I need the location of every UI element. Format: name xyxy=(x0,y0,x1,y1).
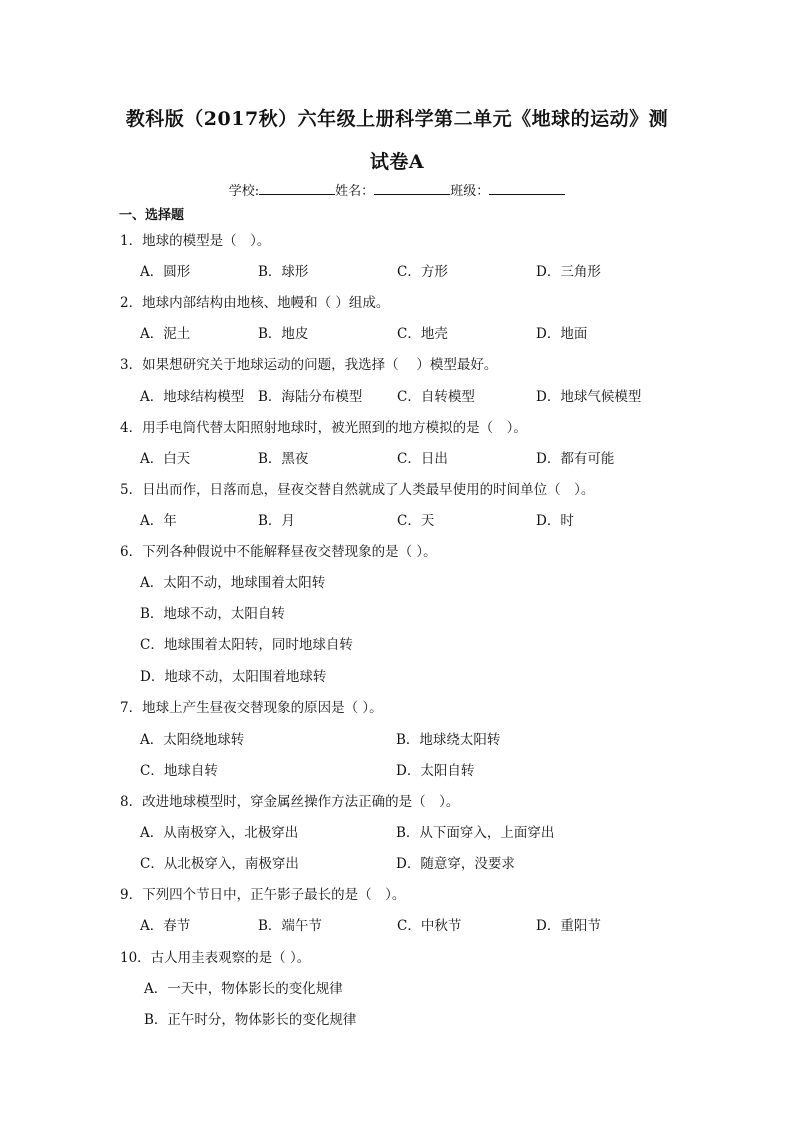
q7-option-b: B．地球绕太阳转 xyxy=(396,732,501,748)
q8-option-d: D．随意穿，没要求 xyxy=(396,856,515,872)
q7-option-c: C．地球自转 xyxy=(140,763,218,779)
class-blank[interactable] xyxy=(489,182,565,195)
question-6: 6．下列各种假说中不能解释昼夜交替现象的是（ ）。 xyxy=(120,544,437,560)
q5-option-d: D．时 xyxy=(536,513,574,529)
q2-option-b: B．地皮 xyxy=(258,326,309,342)
q9-option-c: C．中秋节 xyxy=(397,918,462,934)
q5-option-c: C．天 xyxy=(397,513,435,529)
q8-option-c: C．从北极穿入，南极穿出 xyxy=(140,856,299,872)
q7-option-d: D．太阳自转 xyxy=(396,763,475,779)
q2-option-a: A．泥土 xyxy=(140,326,191,342)
q9-option-d: D．重阳节 xyxy=(536,918,601,934)
q5-option-b: B．月 xyxy=(258,513,295,529)
q6-option-b: B．地球不动，太阳自转 xyxy=(140,606,285,622)
question-3: 3．如果想研究关于地球运动的问题，我选择（ ）模型最好。 xyxy=(120,357,498,373)
q3-option-b: B．海陆分布模型 xyxy=(258,389,363,405)
name-blank[interactable] xyxy=(374,182,450,195)
q1-option-b: B．球形 xyxy=(258,264,309,280)
question-9: 9．下列四个节日中，正午影子最长的是（ ）。 xyxy=(120,887,406,903)
q4-option-d: D．都有可能 xyxy=(536,451,615,467)
question-8: 8．改进地球模型时，穿金属丝操作方法正确的是（ ）。 xyxy=(120,794,460,810)
q3-option-a: A．地球结构模型 xyxy=(140,389,245,405)
q4-option-b: B．黑夜 xyxy=(258,451,309,467)
exam-title-line1: 教科版（2017秋）六年级上册科学第二单元《地球的运动》测 xyxy=(125,108,669,130)
exam-title-line2: 试卷A xyxy=(369,151,425,173)
q4-option-a: A．白天 xyxy=(140,451,191,467)
section-title: 一、选择题 xyxy=(119,208,185,223)
q6-option-d: D．地球不动，太阳围着地球转 xyxy=(140,669,327,685)
q10-option-b: B．正午时分，物体影长的变化规律 xyxy=(144,1012,357,1028)
question-7: 7．地球上产生昼夜交替现象的原因是（ ）。 xyxy=(120,700,383,716)
question-2: 2．地球内部结构由地核、地幔和（ ）组成。 xyxy=(120,295,390,311)
q2-option-d: D．地面 xyxy=(536,326,588,342)
q1-option-d: D．三角形 xyxy=(536,264,601,280)
q8-option-a: A．从南极穿入，北极穿出 xyxy=(140,825,299,841)
q1-option-a: A．圆形 xyxy=(140,264,191,280)
q9-option-a: A．春节 xyxy=(140,918,191,934)
q7-option-a: A．太阳绕地球转 xyxy=(140,732,245,748)
school-label: 学校: xyxy=(228,184,260,199)
school-blank[interactable] xyxy=(259,182,335,195)
q4-option-c: C．日出 xyxy=(397,451,448,467)
q1-option-c: C．方形 xyxy=(397,264,448,280)
q5-option-a: A．年 xyxy=(140,513,177,529)
class-label: 班级： xyxy=(450,184,490,199)
question-1: 1．地球的模型是（ ）。 xyxy=(120,233,271,249)
student-info-row xyxy=(0,180,794,199)
name-label: 姓名： xyxy=(335,184,375,199)
q6-option-a: A．太阳不动，地球围着太阳转 xyxy=(140,575,326,591)
q8-option-b: B．从下面穿入，上面穿出 xyxy=(396,825,555,841)
q2-option-c: C．地壳 xyxy=(397,326,448,342)
q3-option-d: D．地球气候模型 xyxy=(536,389,642,405)
q10-option-a: A．一天中，物体影长的变化规律 xyxy=(144,981,343,997)
q6-option-c: C．地球围着太阳转，同时地球自转 xyxy=(140,637,353,653)
question-5: 5．日出而作，日落而息，昼夜交替自然就成了人类最早使用的时间单位（ ）。 xyxy=(120,482,595,498)
q9-option-b: B．端午节 xyxy=(258,918,322,934)
question-10: 10．古人用圭表观察的是（ ）。 xyxy=(120,950,311,966)
question-4: 4．用手电筒代替太阳照射地球时，被光照到的地方模拟的是（ ）。 xyxy=(120,420,527,436)
q3-option-c: C．自转模型 xyxy=(397,389,475,405)
